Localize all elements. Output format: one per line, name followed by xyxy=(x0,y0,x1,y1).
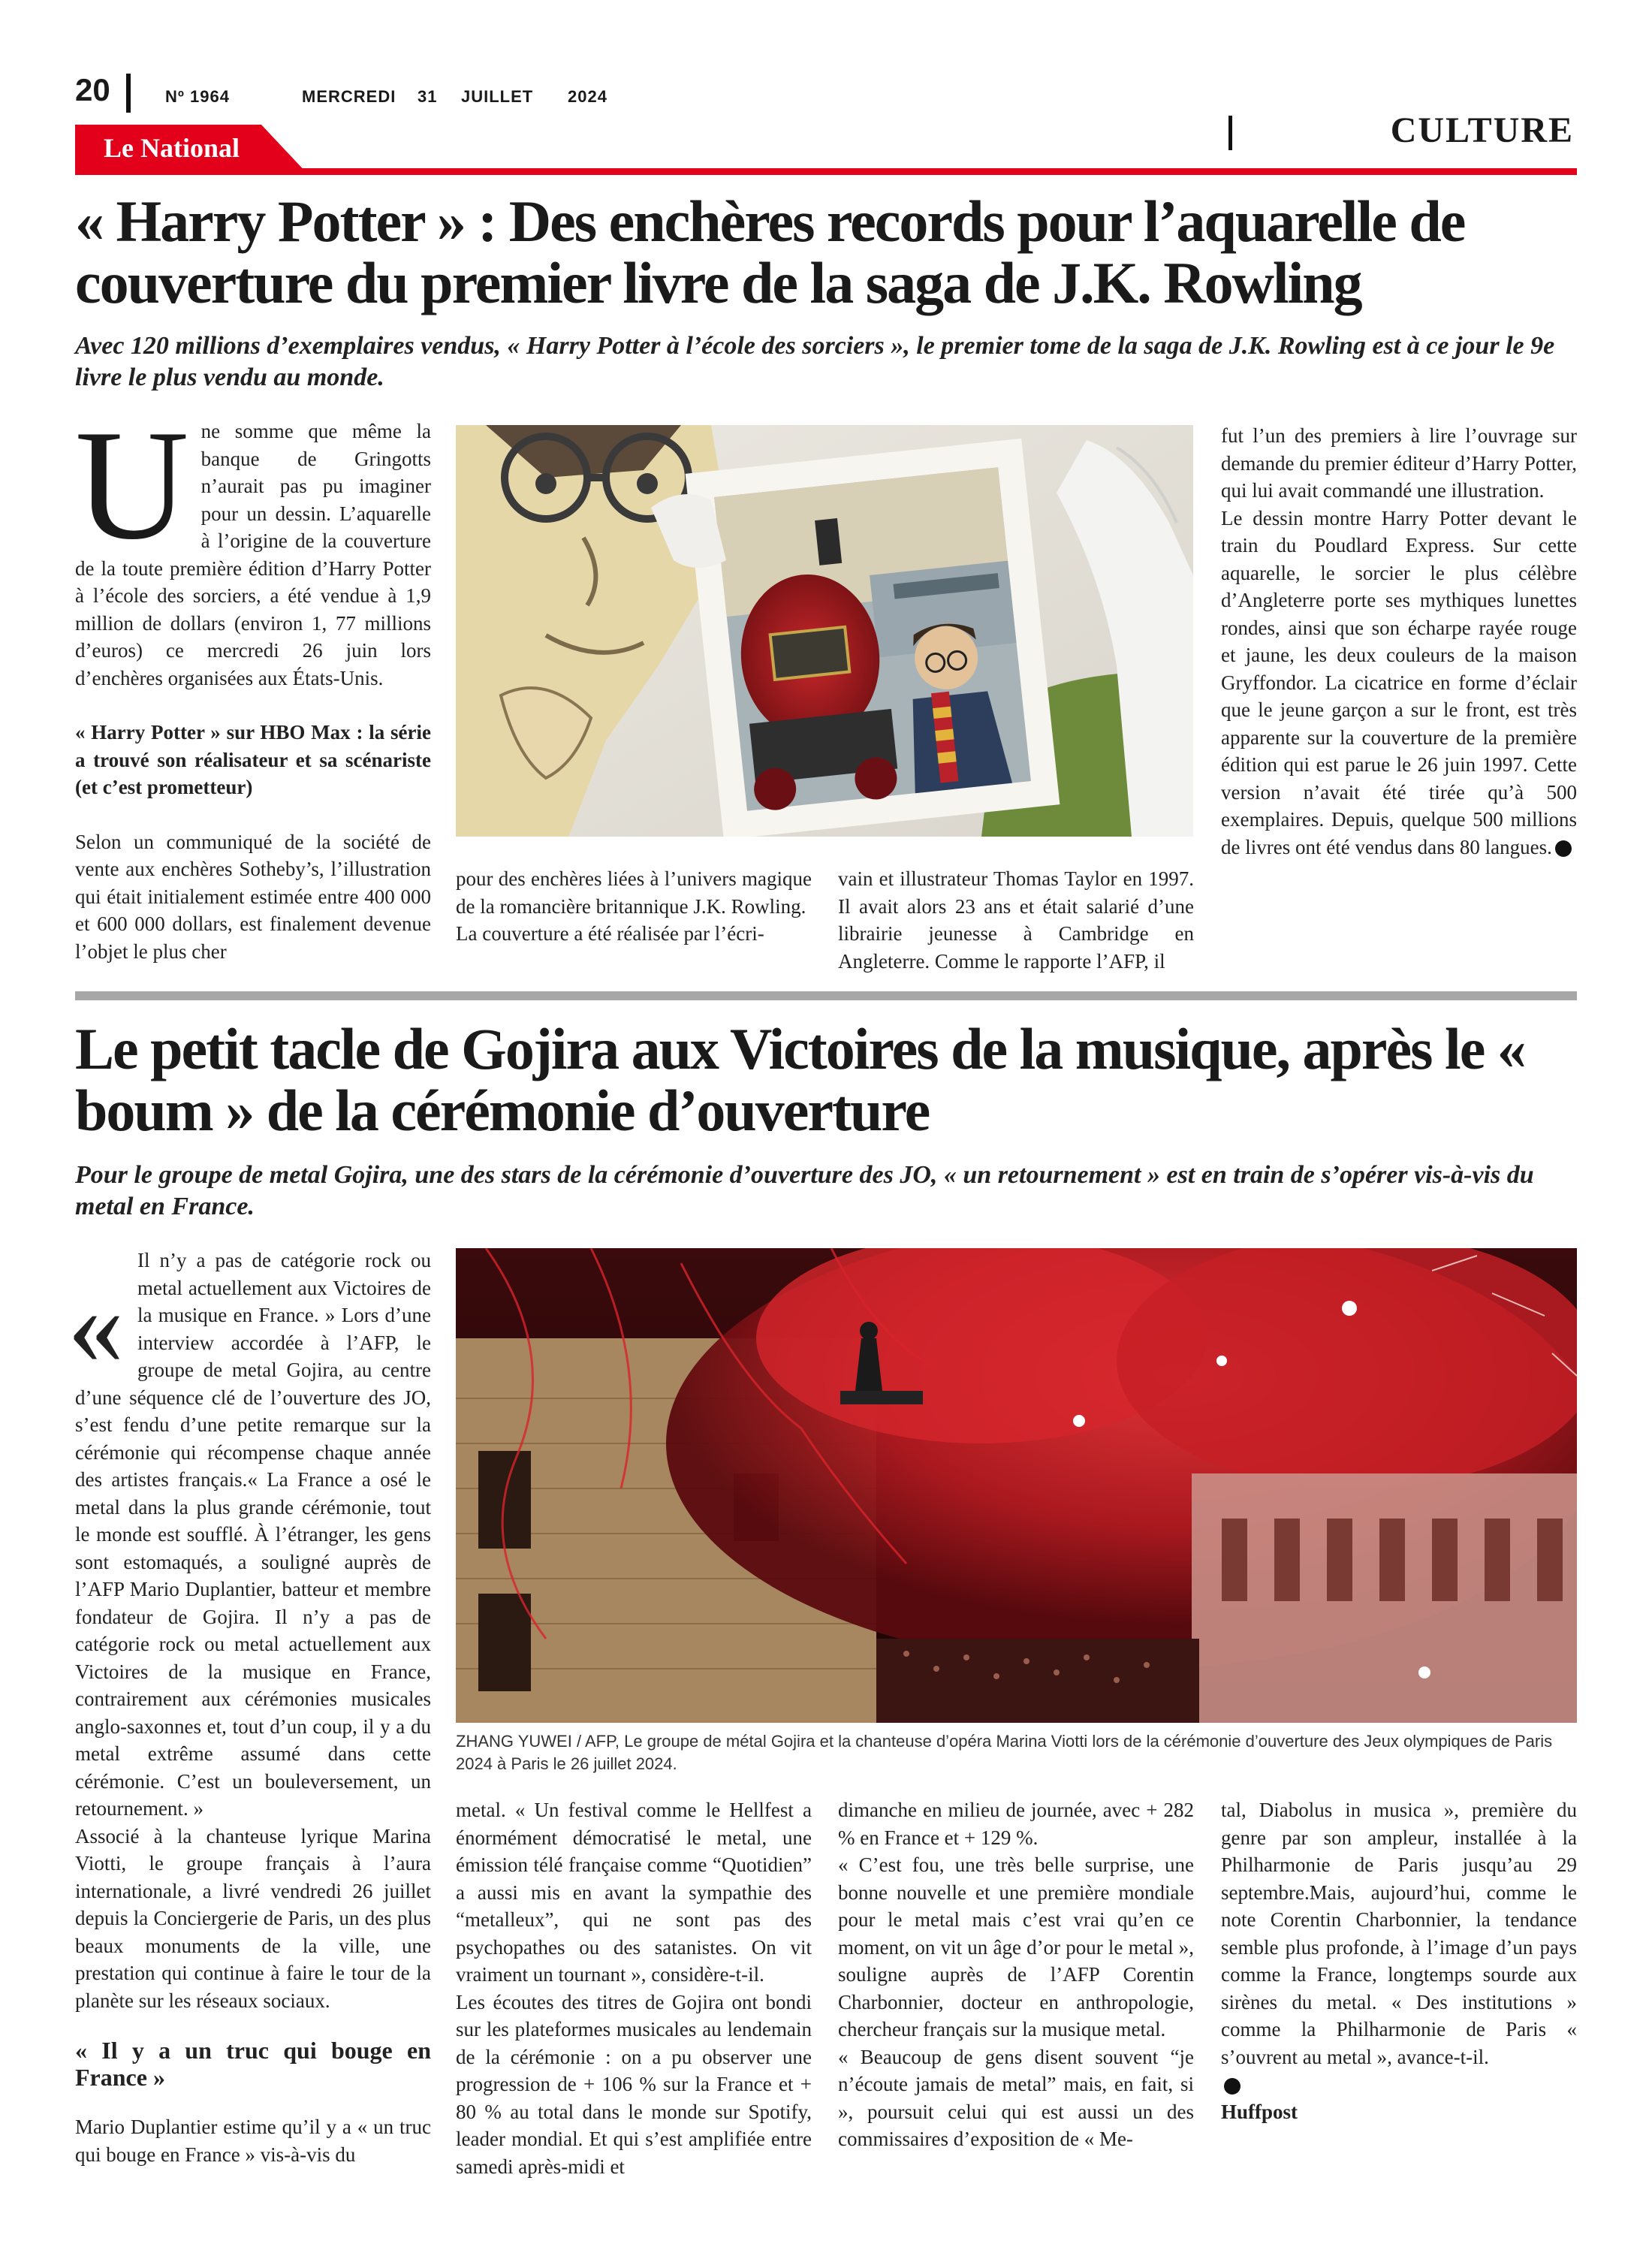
article1-drop-cap: U xyxy=(75,398,189,572)
end-of-article-icon xyxy=(1224,2078,1241,2095)
photo-caption: ZHANG YUWEI / AFP, Le groupe de métal Gojira et la chanteuse d’opéra Marina Viotti lors de la cérémonie d’ouverture des Jeux olympiques de Paris 2024 à Paris le 26 juillet 2024. xyxy=(456,1732,1553,1773)
article2-column-4 xyxy=(1221,1796,1577,2125)
page-number: 20 xyxy=(75,72,110,107)
section-title: CULTURE xyxy=(1390,110,1574,150)
article1-headline: « Harry Potter » : Des enchères records pour l’aquarelle de couverture du premier livre de la saga de J.K. Rowling xyxy=(75,189,1465,315)
header-rule xyxy=(75,168,1577,175)
harry-potter-photo xyxy=(456,425,1193,837)
article2-paragraph: tal, Diabolus in musica », première du genre par son ampleur, installée à la Philharmonie de Paris jusqu’au 29 septembre.Mais, aujourd’hui, comme le note Corentin Charbonnier, la tendance semble plus profonde, à l’image d’un pays comme la France, longtemps sourde aux sirènes du metal. « Des institutions » comme la Philharmonie de Paris « s’ouvrent au metal », avance-t-il. xyxy=(1221,1799,1577,2068)
article2-paragraph: Les écoutes des titres de Gojira ont bondi sur les plateformes musicales au lendemain de la cérémonie : on a pu observer une progression de + 106 % sur la France et + 80 % au total dans le monde sur Spotify, leader mondial. Et qui s’est amplifiée entre samedi après-midi et xyxy=(456,1990,812,2178)
article1-paragraph: ne somme que même la banque de Gringotts n’aurait pas pu imaginer pour un dessin. L’aquarelle à l’origine de la couverture de la toute première édition d’Harry Potter à l’école des sorciers, a été vendue à 1,9 million de dollars (environ 1, 77 millions d’euros) ce mercredi 26 juin lors d’enchères organisées aux États-Unis. xyxy=(75,420,431,689)
article2-paragraph: Mario Duplantier estime qu’il y a « un truc qui bouge en France » vis-à-vis du xyxy=(75,2116,431,2166)
article2-paragraph: metal. « Un festival comme le Hellfest a énormément démocratisé le metal, une émission télé française comme “Quotidien” a aussi mis en avant la sympathie des “metalleux”, qui ne sont pas des psychopathes ou des satanistes. On vit vraiment un tournant », considère-t-il. xyxy=(456,1799,812,1986)
article2-subheading: « Il y a un truc qui bouge en France » xyxy=(75,2037,431,2091)
issue-year: 2024 xyxy=(568,87,607,106)
article-separator xyxy=(75,991,1577,1000)
issue-number: Nº 1964 xyxy=(165,87,230,106)
article2-paragraph: Il n’y a pas de catégorie rock ou metal actuellement aux Victoires de la musique en France. » Lors d’une interview accordée à l’AFP, le groupe de metal Gojira, au centre d’une séquence clé de l’ouverture des JO, s’est fendu d’une petite remarque sur la cérémonie qui récompense chaque année des artistes français.« La France a osé le metal dans la plus grande cérémonie, tout le monde est soufflé. À l’étranger, les gens sont estomaqués, a souligné auprès de l’AFP Mario Duplantier, batteur et membre fondateur de Gojira. Il n’y a pas de catégorie rock ou metal actuellement aux Victoires de la musique en France, contrairement aux cérémonies musicales anglo-saxonnes et, tout d’un coup, il y a du metal extrême assumé dans cette cérémonie. C’est un bouleversement, un retournement. » xyxy=(75,1249,431,1820)
article1-paragraph: La couverture a été réalisée par l’écri- xyxy=(456,922,764,945)
article2-column-1 xyxy=(68,1247,431,2168)
article2-paragraph: dimanche en milieu de journée, avec + 282 % en France et + 129 %. xyxy=(838,1799,1194,1849)
article2-paragraph: « C’est fou, une très belle surprise, une bonne nouvelle et une première mondiale pour le metal mais c’est vrai qu’en ce moment, on vit un âge d’or pour le metal », souligne auprès de l’AFP Corentin Charbonnier, docteur en anthropologie, chercheur français sur la musique metal. xyxy=(838,1853,1194,2040)
article1-paragraph: Le dessin montre Harry Potter devant le train du Poudlard Express. Sur cette aquarelle, le sorcier le plus célèbre d’Angleterre porte ses mythiques lunettes rondes, ainsi que son écharpe rayée rouge et jaune, les deux couleurs de la maison Gryffondor. La cicatrice en forme d’éclair que le jeune garçon a sur le front, est très apparente sur la couverture de la première édition qui est parue le 26 juin 1997. Cette version n’avait été tirée qu’à 500 exemplaires. Depuis, quelque 500 millions de livres ont été vendus dans 80 langues. xyxy=(1221,506,1577,858)
article2-headline: Le petit tacle de Gojira aux Victoires de la musique, après le « boum » de la cérémonie d’ouverture xyxy=(75,1016,1525,1143)
article2-lead: Pour le groupe de metal Gojira, une des stars de la cérémonie d’ouverture des JO, « un retournement » est en train de s’opérer vis-à-vis du metal en France. xyxy=(75,1161,1534,1220)
article1-paragraph: pour des enchères liées à l’univers magique de la romancière britannique J.K. Rowling. xyxy=(456,867,812,918)
issue-date-day: 31 xyxy=(418,87,438,106)
article1-paragraph: Selon un communiqué de la société de vente aux enchères Sotheby’s, l’illustration qui était initialement estimée entre 400 000 et 600 000 dollars, est finalement devenue l’objet le plus cher xyxy=(75,830,431,963)
issue-day: MERCREDI xyxy=(302,87,396,106)
end-of-article-icon xyxy=(1555,840,1572,857)
issue-month: JUILLET xyxy=(461,87,534,106)
article1-paragraph: fut l’un des premiers à lire l’ouvrage sur demande du premier éditeur d’Harry Potter, qui lui avait commandé une illustration. xyxy=(1221,424,1577,502)
article1-lead: Avec 120 millions d’exemplaires vendus, « Harry Potter à l’école des sorciers », le premier tome de la saga de J.K. Rowling est à ce jour le 9e livre le plus vendu au monde. xyxy=(75,332,1555,391)
article2-drop-quote: « xyxy=(68,1263,124,1388)
section-divider xyxy=(1228,116,1232,150)
article1-column-2 xyxy=(456,865,812,948)
article1-column-3 xyxy=(838,865,1194,975)
article2-source: Huffpost xyxy=(1221,2100,1298,2123)
article2-paragraph: « Beaucoup de gens disent souvent “je n’écoute jamais de metal” mais, en fait, si », poursuit celui qui est aussi un des commissaires d’exposition de « Me- xyxy=(838,2045,1194,2150)
brand-logo: Le National xyxy=(104,133,240,163)
article2-paragraph: Associé à la chanteuse lyrique Marina Viotti, le groupe français à l’aura internationale, a livré vendredi 26 juillet depuis la Conciergerie de Paris, un des plus beaux monuments de la ville, une prestation qui continue à faire le tour de la planète sur les réseaux sociaux. xyxy=(75,1824,431,2012)
article1-column-4 xyxy=(1221,422,1577,861)
article2-column-3 xyxy=(838,1796,1194,2153)
article1-column-1 xyxy=(75,398,431,965)
article1-related-link[interactable]: « Harry Potter » sur HBO Max : la série a trouvé son réalisateur et sa scénariste (et c’est prometteur) xyxy=(75,721,431,798)
gojira-photo xyxy=(456,1248,1577,1723)
article2-column-2 xyxy=(456,1796,812,2180)
article1-paragraph: vain et illustrateur Thomas Taylor en 1997. Il avait alors 23 ans et était salarié d’une librairie jeunesse à Cambridge en Angleterre. Comme le rapporte l’AFP, il xyxy=(838,867,1194,973)
page-number-divider xyxy=(126,74,131,113)
